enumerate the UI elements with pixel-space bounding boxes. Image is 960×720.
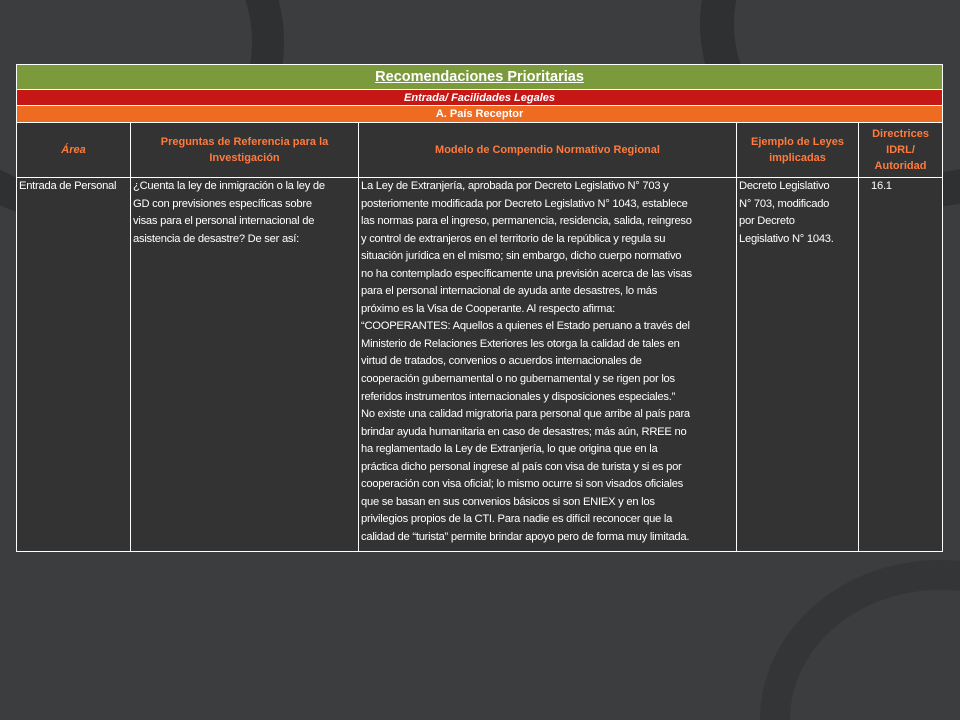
- cell-directriz: [859, 178, 943, 552]
- modelo-line: que se basan en sus convenios básicos si son ENIEX y en los: [361, 495, 655, 508]
- modelo-line: cooperación con visa oficial; lo mismo ocurre si son visados oficiales: [361, 478, 684, 491]
- modelo-line: y control de extranjeros en el territorio de la república y regula su: [361, 232, 666, 245]
- table-title: Recomendaciones Prioritarias: [17, 65, 943, 90]
- section-heading: A. País Receptor: [17, 106, 943, 123]
- modelo-line: ha reglamentado la Ley de Extranjería, lo que origina que en la: [361, 443, 658, 456]
- modelo-line: No existe una calidad migratoria para personal que arribe al país para: [361, 408, 690, 421]
- subtitle-row: [17, 90, 943, 106]
- modelo-line: brindar ayuda humanitaria en caso de desastres; más aún, RREE no: [361, 425, 687, 438]
- ejemplo-line: N° 703, modificado: [739, 197, 830, 210]
- modelo-line: “COOPERANTES: Aquellos a quienes el Estado peruano a través del: [361, 320, 690, 333]
- modelo-line: práctica dicho personal ingrese al país con visa de turista y si es por: [361, 460, 682, 473]
- section-row: [17, 106, 943, 123]
- column-header-row: [17, 123, 943, 178]
- column-header-preguntas: Preguntas de Referencia para la Investigación: [131, 123, 359, 178]
- modelo-line: las normas para el ingreso, permanencia, residencia, salida, reingreso: [361, 215, 692, 228]
- modelo-line: Ministerio de Relaciones Exteriores les otorga la calidad de tales en: [361, 337, 680, 350]
- ejemplo-line: Decreto Legislativo: [739, 180, 830, 192]
- title-row: [17, 65, 943, 90]
- modelo-line: calidad de “turista” permite brindar apoyo pero de forma muy limitada.: [361, 530, 690, 543]
- column-header-ejemplo: Ejemplo de Leyes implicadas: [737, 123, 859, 178]
- modelo-line: no ha contemplado específicamente una previsión acerca de las visas: [361, 267, 692, 280]
- column-header-area: Área: [17, 123, 131, 178]
- modelo-line: situación jurídica en el mismo; sin embargo, dicho cuerpo normativo: [361, 250, 682, 263]
- cell-ejemplo: [737, 178, 859, 552]
- cell-area: [17, 178, 131, 552]
- area-text: Entrada de Personal: [19, 180, 117, 192]
- table-subtitle: Entrada/ Facilidades Legales: [17, 90, 943, 106]
- recommendations-table: [16, 64, 943, 552]
- pregunta-line: visas para el personal internacional de: [133, 215, 315, 228]
- ejemplo-line: por Decreto: [739, 215, 795, 228]
- cell-modelo: [359, 178, 737, 552]
- directriz-text: 16.1: [871, 180, 892, 192]
- modelo-line: próximo es la Visa de Cooperante. Al respecto afirma:: [361, 302, 615, 315]
- background-arc-bottom-right: [760, 560, 960, 720]
- modelo-line: privilegios propios de la CTI. Para nadie es difícil reconocer que la: [361, 513, 673, 526]
- cell-pregunta: [131, 178, 359, 552]
- pregunta-line: GD con previsiones específicas sobre: [133, 197, 312, 210]
- column-header-modelo: Modelo de Compendio Normativo Regional: [359, 123, 737, 178]
- modelo-line: posteriomente modificada por Decreto Legislativo N° 1043, establece: [361, 197, 688, 210]
- modelo-line: cooperación gubernamental o no gubernamental y se rigen por los: [361, 373, 675, 386]
- table-row: [17, 178, 943, 552]
- column-header-directrices: Directrices IDRL/ Autoridad: [859, 123, 943, 178]
- pregunta-line: ¿Cuenta la ley de inmigración o la ley de: [133, 180, 325, 192]
- ejemplo-line: Legislativo N° 1043.: [739, 232, 834, 245]
- modelo-line: La Ley de Extranjería, aprobada por Decreto Legislativo N° 703 y: [361, 180, 669, 192]
- modelo-line: para el personal internacional de ayuda ante desastres, lo más: [361, 285, 658, 298]
- modelo-line: referidos instrumentos internacionales y disposiciones especiales.”: [361, 390, 676, 403]
- pregunta-line: asistencia de desastre? De ser así:: [133, 232, 299, 245]
- modelo-line: virtud de tratados, convenios o acuerdos internacionales de: [361, 355, 642, 368]
